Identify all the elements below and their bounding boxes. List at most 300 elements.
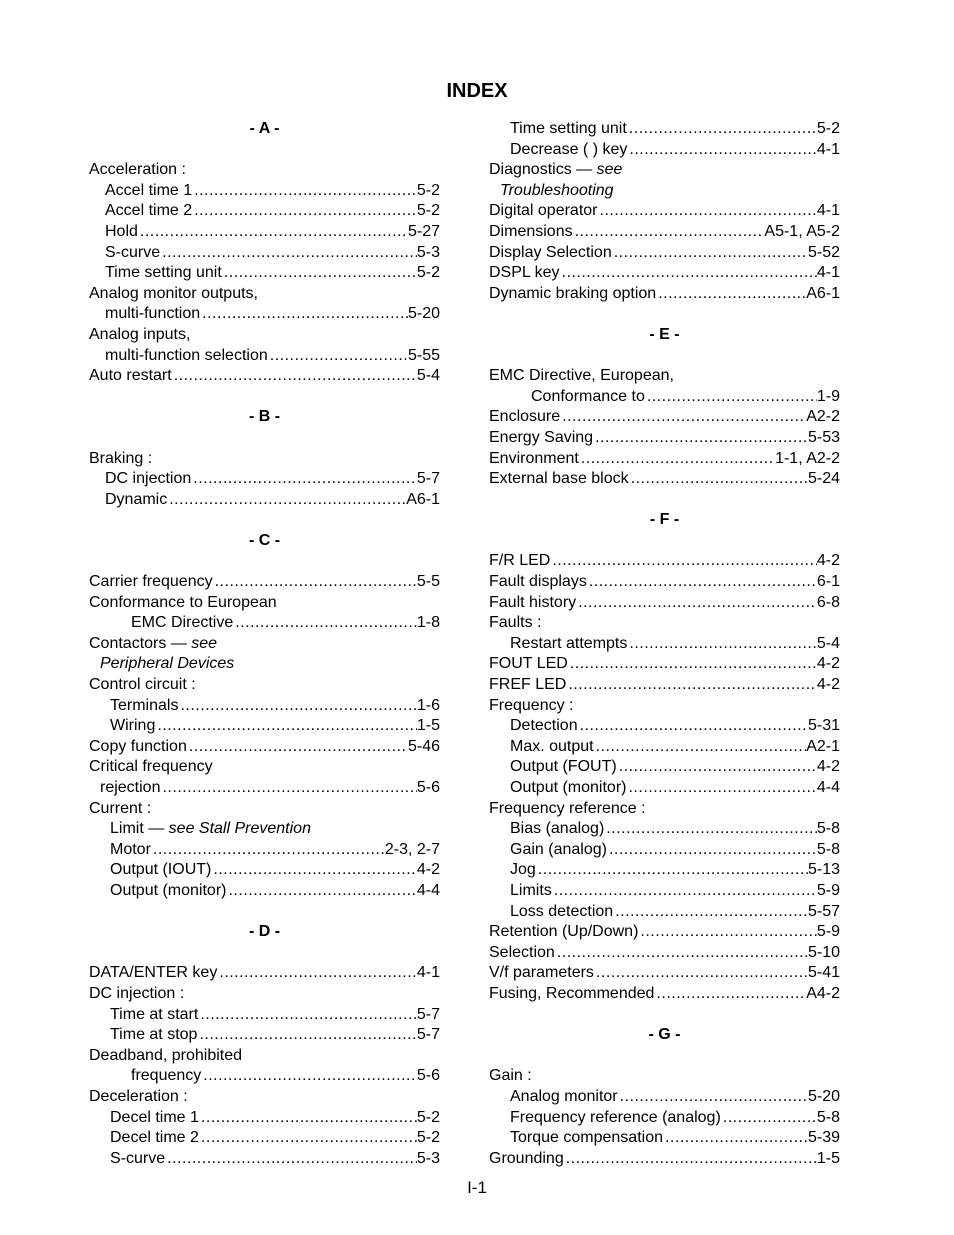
index-entry [489, 551, 840, 572]
dot-leader [604, 819, 817, 840]
dot-leader [594, 963, 808, 984]
entry-term [489, 613, 541, 634]
entry-term [489, 284, 656, 305]
entry-term [89, 449, 152, 470]
dot-leader [721, 1108, 817, 1129]
dot-leader [191, 469, 417, 490]
entry-page-ref: 5-2 [416, 181, 440, 199]
entry-term-text: Conformance to [531, 387, 645, 405]
index-entry [489, 778, 840, 799]
dot-leader [222, 263, 417, 284]
entry-page-ref: A2-1 [806, 737, 840, 755]
dot-leader [197, 1025, 416, 1046]
entry-page-ref: 5-57 [807, 902, 840, 920]
entry-term-text: Fault displays [489, 573, 587, 591]
dot-leader [629, 469, 808, 490]
index-entry [489, 366, 840, 387]
entry-term-text: Terminals [110, 696, 179, 714]
entry-page-ref: 5-55 [407, 346, 440, 364]
index-entry [489, 160, 840, 181]
entry-page-ref: 5-52 [807, 243, 840, 261]
entry-term-text: Motor [110, 840, 151, 858]
entry-term-text: Control circuit : [89, 676, 196, 694]
index-entry [489, 572, 840, 593]
entry-term-text: Faults : [489, 614, 542, 632]
entry-page-ref: 5-2 [416, 264, 440, 282]
entry-term [105, 243, 160, 264]
index-entry [489, 284, 840, 305]
entry-term [500, 181, 614, 202]
entry-term [489, 222, 573, 243]
index-entry [489, 222, 840, 243]
spacer [489, 346, 840, 367]
entry-page-ref: 5-41 [807, 964, 840, 982]
entry-term-text: Deadband, prohibited [89, 1046, 243, 1064]
entry-term-text: Time at start [110, 1005, 199, 1023]
dot-leader [612, 243, 808, 264]
entry-term-text: Display Selection [489, 243, 612, 261]
index-entry [89, 572, 440, 593]
entry-term [89, 1087, 188, 1108]
entry-page-ref: 6-1 [816, 573, 840, 591]
entry-term [489, 799, 646, 820]
entry-term [110, 860, 211, 881]
entry-term-text: External base block [489, 470, 629, 488]
dot-leader [626, 778, 816, 799]
entry-term-text: Output (IOUT) [110, 861, 212, 879]
entry-term [110, 881, 226, 902]
dot-leader [576, 593, 817, 614]
entry-page-ref: 1-5 [816, 1149, 840, 1167]
entry-term-text: Time at stop [110, 1026, 198, 1044]
entry-page-ref: 5-7 [416, 1026, 440, 1044]
entry-term [131, 613, 233, 634]
entry-page-ref: 5-2 [416, 202, 440, 220]
spacer [89, 902, 440, 923]
index-entry [489, 407, 840, 428]
index-entry [489, 1066, 840, 1087]
index-entry [489, 634, 840, 655]
section-letter-header: - D - [248, 923, 281, 941]
dot-leader [199, 1128, 417, 1149]
index-entry [89, 1087, 440, 1108]
entry-term [89, 737, 187, 758]
dot-leader [573, 222, 765, 243]
entry-term-text: frequency [131, 1067, 202, 1085]
entry-page-ref: 5-8 [816, 1108, 840, 1126]
index-entry [489, 984, 840, 1005]
dot-leader [226, 881, 416, 902]
dot-leader [178, 696, 416, 717]
entry-page-ref: 1-1, A2-2 [775, 449, 840, 467]
entry-term [110, 1025, 197, 1046]
entry-term [489, 407, 560, 428]
dot-leader [617, 757, 817, 778]
entry-term [510, 634, 627, 655]
entry-term-text: Accel time 1 [105, 181, 193, 199]
entry-term-text: Frequency : [489, 696, 574, 714]
dot-leader [536, 860, 808, 881]
entry-term-text: Decrease ( ) key [510, 140, 628, 158]
index-entry [489, 1149, 840, 1170]
index-entry [89, 654, 440, 675]
index-entry [89, 1066, 440, 1087]
entry-term-text: Limit — [110, 820, 169, 838]
index-entry [489, 963, 840, 984]
entry-cross-reference: Troubleshooting [500, 181, 614, 199]
entry-term [110, 819, 311, 840]
entry-page-ref: 4-1 [816, 202, 840, 220]
entry-page-ref: 5-7 [416, 1005, 440, 1023]
entry-term [489, 922, 638, 943]
entry-page-ref: 4-4 [816, 779, 840, 796]
index-entry [489, 860, 840, 881]
index-entry [89, 160, 440, 181]
entry-term-text: EMC Directive, European, [489, 367, 674, 385]
dot-leader [167, 490, 406, 511]
entry-term [510, 840, 607, 861]
entry-term-text: Jog [510, 861, 536, 879]
entry-page-ref: 4-4 [416, 881, 440, 899]
entry-term-text: DC injection : [89, 984, 185, 1002]
section-letter-header: - F - [649, 511, 680, 529]
entry-term [489, 366, 674, 387]
entry-term-text: DSPL key [489, 264, 560, 282]
entry-term [489, 984, 654, 1005]
index-entry [89, 881, 440, 902]
entry-term [105, 181, 192, 202]
entry-term-text: multi-function selection [105, 346, 268, 364]
entry-page-ref: 1-5 [416, 717, 440, 735]
entry-page-ref: 5-9 [816, 923, 840, 941]
entry-page-ref: 4-1 [816, 264, 840, 282]
entry-term [89, 963, 217, 984]
dot-leader [638, 922, 816, 943]
dot-leader [560, 407, 806, 428]
index-entry [89, 490, 440, 511]
entry-term [89, 984, 184, 1005]
entry-term-text: Decel time 1 [110, 1108, 199, 1126]
entry-term-text: Copy function [89, 737, 187, 755]
entry-cross-reference: see [596, 161, 623, 179]
entry-term-text: Acceleration : [89, 161, 186, 179]
entry-term-text: Conformance to European [89, 593, 277, 611]
index-entry [489, 943, 840, 964]
index-entry [489, 1128, 840, 1149]
index-entry [89, 346, 440, 367]
index-entry [489, 716, 840, 737]
section-letter-header: - C - [248, 531, 281, 549]
entry-term [105, 304, 200, 325]
index-entry [489, 737, 840, 758]
dot-leader [201, 1066, 417, 1087]
entry-term-text: F/R LED [489, 552, 551, 570]
entry-page-ref: 4-2 [416, 861, 440, 879]
index-entry [89, 222, 440, 243]
entry-term [510, 860, 536, 881]
entry-term [89, 1046, 242, 1067]
entry-term-text: Retention (Up/Down) [489, 923, 639, 941]
entry-term-text: Critical frequency [89, 758, 213, 776]
entry-page-ref: 4-2 [816, 552, 840, 570]
entry-term-text: Carrier frequency [89, 573, 213, 591]
entry-term-text: S-curve [105, 243, 161, 261]
entry-term-text: Deceleration : [89, 1087, 188, 1105]
entry-page-ref: A4-2 [806, 984, 840, 1002]
spacer [489, 531, 840, 552]
entry-term-text: DC injection [105, 470, 192, 488]
entry-term-text: Torque compensation [510, 1129, 663, 1147]
entry-page-ref: 4-2 [816, 676, 840, 694]
index-entry [489, 799, 840, 820]
index-entry [489, 593, 840, 614]
index-entry [89, 634, 440, 655]
entry-term [489, 1149, 564, 1170]
entry-term [89, 366, 172, 387]
spacer [89, 428, 440, 449]
index-entry [89, 1128, 440, 1149]
entry-page-ref: 5-9 [816, 881, 840, 899]
spacer [89, 387, 440, 408]
entry-page-ref: 5-39 [807, 1129, 840, 1147]
entry-term [489, 551, 550, 572]
dot-leader [560, 263, 817, 284]
entry-page-ref: 5-8 [816, 840, 840, 858]
entry-term-text: Frequency reference : [489, 799, 646, 817]
dot-leader [613, 902, 808, 923]
entry-term [89, 675, 196, 696]
entry-term-text: Frequency reference (analog) [510, 1108, 721, 1126]
dot-leader [627, 634, 817, 655]
entry-term-text: multi-function [105, 305, 201, 323]
entry-term [489, 160, 622, 181]
entry-term [510, 1087, 618, 1108]
index-entry [89, 778, 440, 799]
dot-leader [618, 1087, 808, 1108]
index-entry [489, 675, 840, 696]
index-entry [89, 799, 440, 820]
dot-leader [654, 984, 806, 1005]
dot-leader [627, 119, 817, 140]
spacer [489, 1046, 840, 1067]
index-entry [489, 696, 840, 717]
entry-term [489, 696, 573, 717]
dot-leader [663, 1128, 808, 1149]
entry-term-text: Gain (analog) [510, 840, 607, 858]
section-letter-header: - A - [249, 120, 280, 137]
entry-page-ref: 5-4 [816, 634, 840, 652]
section-letter-header: - G - [648, 1026, 681, 1044]
entry-term-text: Dynamic [105, 490, 168, 508]
entry-page-ref: 5-20 [807, 1087, 840, 1105]
entry-term [89, 325, 190, 346]
entry-term-text: V/f parameters [489, 964, 594, 982]
dot-leader [192, 201, 417, 222]
index-entry [89, 1046, 440, 1067]
entry-page-ref: 5-46 [407, 737, 440, 755]
entry-term-text: Grounding [489, 1149, 564, 1167]
dot-leader [198, 1005, 417, 1026]
entry-term [489, 1066, 532, 1087]
entry-term-text: Accel time 2 [105, 202, 193, 220]
entry-term [105, 469, 191, 490]
dot-leader [165, 1149, 417, 1170]
entry-term [510, 1108, 721, 1129]
entry-term-text: DATA/ENTER key [89, 964, 218, 982]
entry-page-ref: 5-3 [416, 1149, 440, 1167]
dot-leader [192, 181, 417, 202]
index-entry [489, 902, 840, 923]
entry-term-text: Contactors — [89, 634, 192, 652]
spacer [89, 551, 440, 572]
entry-term [110, 1149, 165, 1170]
entry-term [510, 778, 626, 799]
dot-leader [607, 840, 817, 861]
spacer [489, 304, 840, 325]
index-entry [89, 469, 440, 490]
entry-page-ref: 5-6 [416, 779, 440, 796]
dot-leader [268, 346, 408, 367]
entry-term-text: Fault history [489, 593, 577, 611]
entry-page-ref: 1-8 [416, 614, 440, 632]
entry-page-ref: 5-4 [416, 367, 440, 385]
index-entry [489, 387, 840, 408]
index-entry [89, 963, 440, 984]
index-entry [489, 819, 840, 840]
entry-page-ref: 5-27 [407, 222, 440, 240]
entry-term [489, 963, 594, 984]
index-entry [489, 428, 840, 449]
entry-term-text: Dimensions [489, 222, 573, 240]
index-entry [89, 201, 440, 222]
entry-term-text: Enclosure [489, 408, 561, 426]
entry-page-ref: 5-24 [807, 470, 840, 488]
dot-leader [564, 1149, 817, 1170]
entry-term [510, 1128, 663, 1149]
entry-term [105, 222, 138, 243]
index-entry [89, 325, 440, 346]
entry-term-text: Analog monitor [510, 1087, 618, 1105]
entry-term-text: Diagnostics — [489, 161, 597, 179]
dot-leader [155, 716, 417, 737]
index-entry [489, 922, 840, 943]
dot-leader [552, 881, 817, 902]
index-entry [489, 140, 840, 161]
index-entry [89, 263, 440, 284]
index-entry [489, 119, 840, 140]
entry-page-ref: 5-10 [807, 943, 840, 961]
entry-term [510, 140, 627, 161]
entry-page-ref: A5-1, A5-2 [764, 222, 840, 240]
entry-term-text: Output (monitor) [510, 779, 627, 796]
dot-leader [555, 943, 808, 964]
dot-leader [579, 449, 775, 470]
entry-term-text: Limits [510, 881, 552, 899]
entry-term [105, 346, 268, 367]
dot-leader [151, 840, 385, 861]
index-entry [89, 716, 440, 737]
entry-term-text: Braking : [89, 449, 153, 467]
entry-page-ref: 5-3 [416, 243, 440, 261]
entry-term-text: EMC Directive [131, 614, 234, 632]
dot-leader [172, 366, 417, 387]
entry-term [89, 799, 151, 820]
index-entry [89, 449, 440, 470]
entry-page-ref: 5-31 [807, 717, 840, 735]
entry-term [89, 634, 217, 655]
index-entry [489, 449, 840, 470]
entry-page-ref: 5-2 [416, 1129, 440, 1147]
entry-page-ref: A2-2 [806, 408, 840, 426]
entry-term [510, 737, 594, 758]
entry-term [489, 593, 576, 614]
entry-term [489, 263, 560, 284]
dot-leader [211, 860, 417, 881]
entry-term-text: Digital operator [489, 202, 598, 220]
index-entry [489, 1108, 840, 1129]
dot-leader [566, 675, 817, 696]
entry-term [100, 654, 234, 675]
index-entry [89, 696, 440, 717]
entry-term [89, 757, 213, 778]
entry-term-text: Auto restart [89, 367, 172, 385]
dot-leader [217, 963, 417, 984]
index-column-left [89, 119, 440, 1169]
entry-page-ref: 5-7 [416, 470, 440, 488]
entry-page-ref: 4-1 [816, 140, 840, 158]
entry-term-text: Current : [89, 799, 152, 817]
dot-leader [578, 716, 808, 737]
entry-term-text: Environment [489, 449, 579, 467]
index-entry [489, 1087, 840, 1108]
entry-term [510, 902, 613, 923]
entry-page-ref: 1-6 [416, 696, 440, 714]
entry-term [489, 449, 579, 470]
entry-term [110, 716, 155, 737]
entry-term [105, 263, 222, 284]
index-entry [89, 840, 440, 861]
index-entry [489, 757, 840, 778]
index-entry [89, 1108, 440, 1129]
entry-term-text: Dynamic braking option [489, 284, 657, 302]
index-entry [489, 654, 840, 675]
entry-page-ref: 2-3, 2-7 [384, 840, 440, 858]
entry-term-text: Energy Saving [489, 428, 594, 446]
entry-term-text: Detection [510, 717, 578, 735]
entry-term [89, 160, 186, 181]
index-entry [89, 819, 440, 840]
dot-leader [233, 613, 417, 634]
index-entry [89, 613, 440, 634]
entry-term [531, 387, 645, 408]
entry-page-ref: 5-20 [407, 305, 440, 323]
entry-page-ref: 5-2 [816, 120, 840, 137]
index-entry [489, 469, 840, 490]
index-entry [89, 366, 440, 387]
index-entry [89, 984, 440, 1005]
entry-term-text: Fusing, Recommended [489, 984, 655, 1002]
entry-term [110, 696, 178, 717]
entry-term [489, 654, 568, 675]
entry-term-text: Loss detection [510, 902, 614, 920]
entry-term [510, 716, 578, 737]
index-entry [89, 860, 440, 881]
index-entry [89, 284, 440, 305]
index-entry [89, 181, 440, 202]
index-column-right [489, 119, 840, 1169]
entry-term-text: Max. output [510, 737, 594, 755]
index-entry [489, 840, 840, 861]
